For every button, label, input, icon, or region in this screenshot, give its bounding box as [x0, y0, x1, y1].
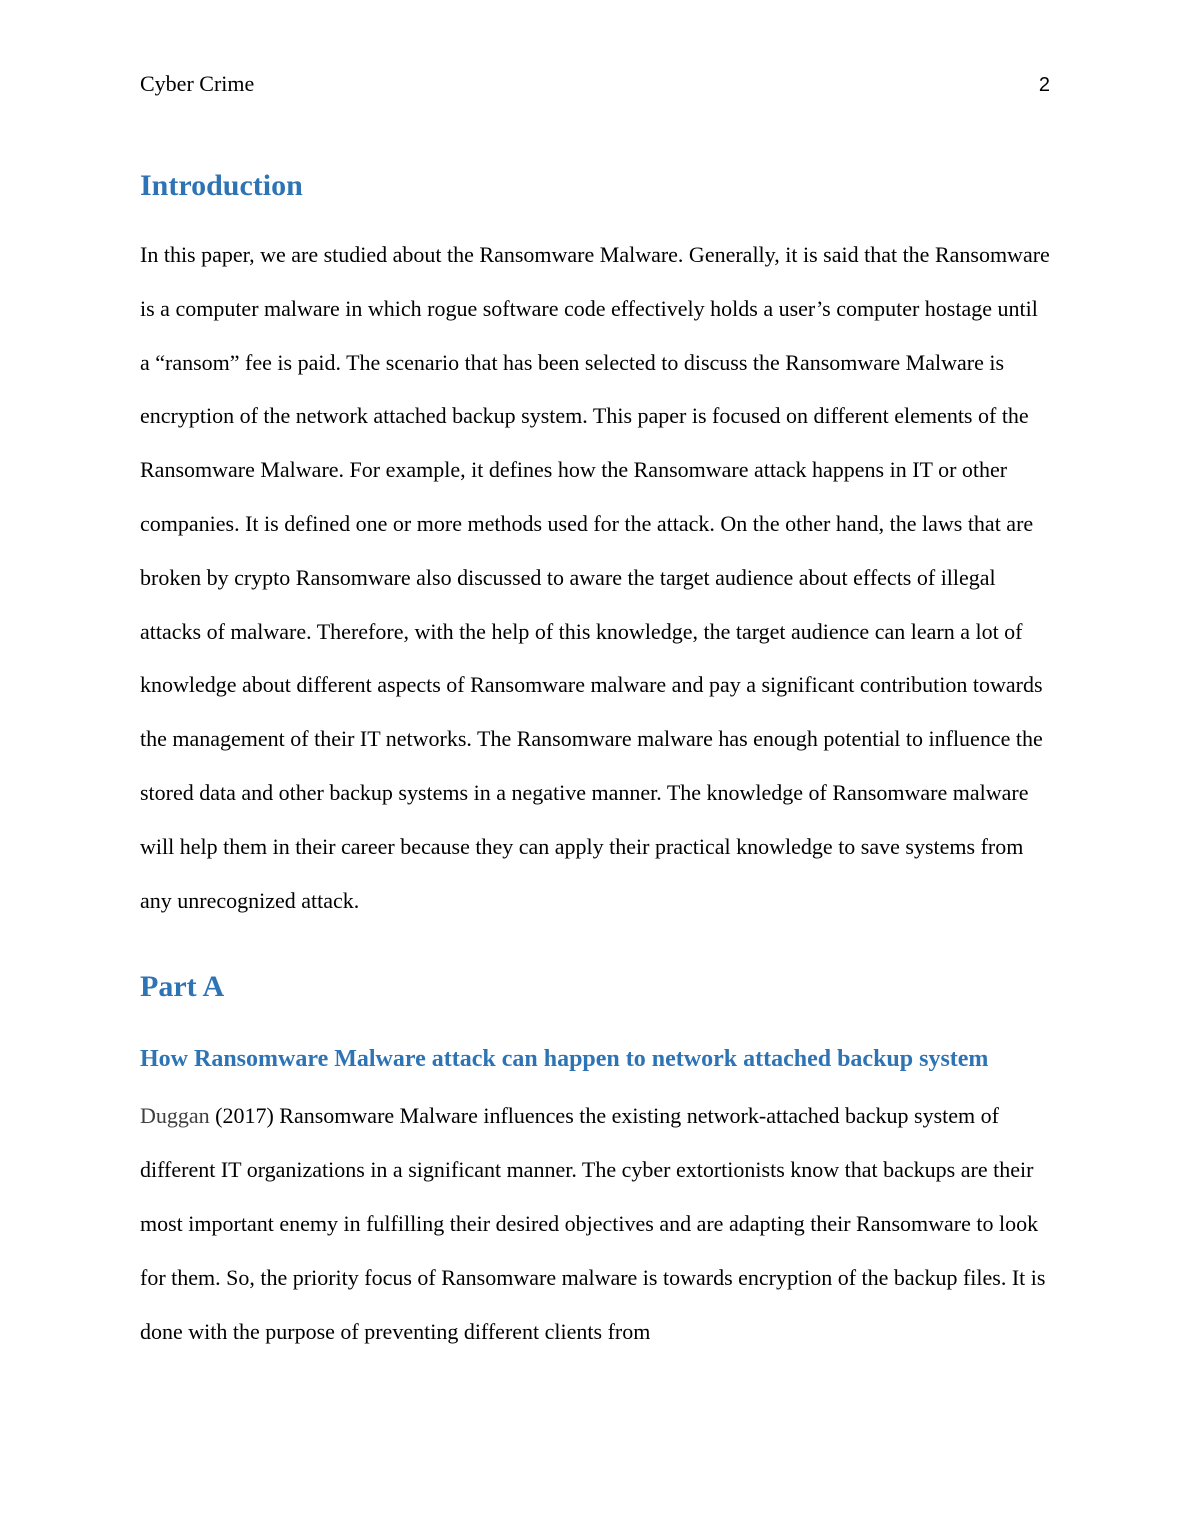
part-a-paragraph-text: (2017) Ransomware Malware influences the existing network-attached backup system of different IT organizations in a significant manner. The cyber extortionists know that backups are their most important enemy in fulfilling their desired objectives and are adapting their Ransomware to look for them. So, the priority focus of Ransomware malware is towards encryption of the backup files. It is done with the purpose of preventing different clients from: [140, 1103, 1046, 1344]
page-number: 2: [1038, 74, 1050, 96]
running-head-title: Cyber Crime: [140, 71, 255, 96]
introduction-heading: Introduction: [140, 169, 303, 202]
part-a-paragraph: [140, 1089, 1052, 1358]
ransomware-attack-subheading: How Ransomware Malware attack can happen to network attached backup system: [140, 1046, 989, 1073]
introduction-paragraph: In this paper, we are studied about the Ransomware Malware. Generally, it is said that the Ransomware is a computer malware in which rogue software code effectively holds a user’s computer hostage until a “ransom” fee is paid. The scenario that has been selected to discuss the Ransomware Malware is encryption of the network attached backup system. This paper is focused on different elements of the Ransomware Malware. For example, it defines how the Ransomware attack happens in IT or other companies. It is defined one or more methods used for the attack. On the other hand, the laws that are broken by crypto Ransomware also discussed to aware the target audience about effects of illegal attacks of malware. Therefore, with the help of this knowledge, the target audience can learn a lot of knowledge about different aspects of Ransomware malware and pay a significant contribution towards the management of their IT networks. The Ransomware malware has enough potential to influence the stored data and other backup systems in a negative manner. The knowledge of Ransomware malware will help them in their career because they can apply their practical knowledge to save systems from any unrecognized attack.: [140, 242, 1050, 913]
citation-author: Duggan: [140, 1103, 210, 1129]
document-body: [140, 160, 1052, 1358]
part-a-heading: Part A: [140, 970, 225, 1004]
